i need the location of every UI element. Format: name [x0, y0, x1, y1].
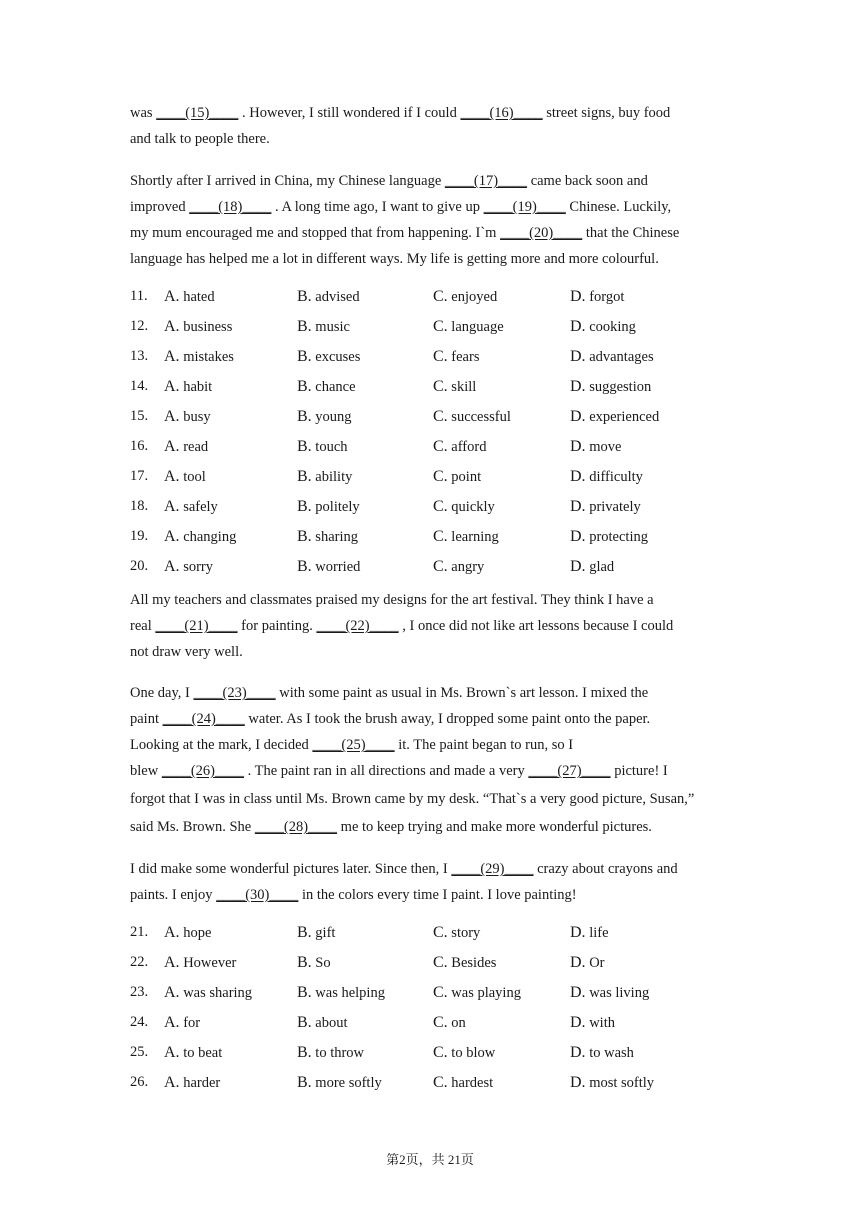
text: blew — [130, 763, 162, 779]
option-text: life — [589, 925, 609, 941]
option-a[interactable] — [164, 1014, 200, 1032]
passage-line: language has helped me a lot in different ways. My life is getting more and more colourful. — [130, 251, 659, 267]
text: for painting. — [237, 618, 317, 634]
option-b[interactable] — [297, 378, 356, 396]
option-a[interactable] — [164, 528, 236, 546]
passage-line — [130, 758, 750, 784]
blank-16: ____(16)____ — [460, 105, 543, 121]
option-d[interactable] — [570, 318, 636, 336]
option-text: glad — [589, 559, 615, 575]
option-text: safely — [183, 499, 218, 515]
question-number: 14. — [130, 378, 149, 394]
option-letter: A. — [164, 558, 180, 575]
blank-19: ____(19)____ — [483, 199, 566, 215]
text: improved — [130, 199, 190, 215]
option-letter: C. — [433, 1074, 448, 1091]
question-row — [130, 558, 750, 588]
option-c[interactable] — [433, 954, 496, 972]
option-b[interactable] — [297, 984, 385, 1002]
passage-line — [130, 168, 750, 194]
option-letter: B. — [297, 348, 312, 365]
options-list-2 — [130, 924, 750, 1104]
option-a[interactable] — [164, 924, 211, 942]
option-text: mistakes — [183, 349, 234, 365]
option-letter: A. — [164, 348, 180, 365]
option-text: angry — [451, 559, 485, 575]
option-letter: C. — [433, 924, 448, 941]
option-text: hated — [183, 289, 215, 305]
text: Looking at the mark, I decided — [130, 737, 313, 753]
option-letter: A. — [164, 288, 180, 305]
option-letter: C. — [433, 1044, 448, 1061]
option-text: advised — [315, 289, 360, 305]
blank-28: ____(28)____ — [254, 819, 338, 835]
option-a[interactable] — [164, 288, 215, 306]
option-text: read — [183, 439, 209, 455]
option-letter: A. — [164, 1014, 180, 1031]
option-d[interactable] — [570, 924, 609, 942]
option-letter: A. — [164, 984, 180, 1001]
passage-line — [130, 613, 750, 639]
option-letter: B. — [297, 288, 312, 305]
option-text: Besides — [451, 955, 497, 971]
option-letter: A. — [164, 378, 180, 395]
option-letter: D. — [570, 954, 586, 971]
option-d[interactable] — [570, 288, 624, 306]
option-letter: D. — [570, 924, 586, 941]
option-letter: C. — [433, 1014, 448, 1031]
blank-20: ____(20)____ — [500, 225, 583, 241]
option-text: busy — [183, 409, 211, 425]
option-d[interactable] — [570, 984, 649, 1002]
passage-1 — [130, 100, 750, 152]
question-number: 17. — [130, 468, 149, 484]
passage-line: forgot that I was in class until Ms. Brown came by my desk. “Thatˋs a very good picture, Susan,” — [130, 791, 695, 807]
option-a[interactable] — [164, 498, 218, 516]
option-text: fears — [451, 349, 480, 365]
option-letter: C. — [433, 378, 448, 395]
text: street signs, buy food — [542, 105, 671, 121]
blank-22: ____(22)____ — [316, 618, 399, 634]
text: said Ms. Brown. She — [130, 819, 255, 835]
option-text: move — [589, 439, 622, 455]
text: Shortly after I arrived in China, my Chinese language — [130, 173, 445, 189]
option-d[interactable] — [570, 408, 659, 426]
option-text: on — [451, 1015, 466, 1031]
option-text: with — [589, 1015, 615, 1031]
option-letter: B. — [297, 1044, 312, 1061]
question-row — [130, 1044, 750, 1074]
question-row — [130, 408, 750, 438]
question-row — [130, 1074, 750, 1104]
question-row — [130, 1014, 750, 1044]
passage-line — [130, 856, 750, 882]
option-letter: D. — [570, 1044, 586, 1061]
option-text: suggestion — [589, 379, 652, 395]
option-b[interactable] — [297, 498, 360, 516]
option-text: worried — [315, 559, 361, 575]
option-letter: C. — [433, 468, 448, 485]
text: it. The paint began to run, so I — [394, 737, 574, 753]
text: water. As I took the brush away, I dropped some paint onto the paper. — [244, 711, 651, 727]
passage-line: All my teachers and classmates praised my designs for the art festival. They think I have a — [130, 592, 654, 608]
option-b[interactable] — [297, 558, 360, 576]
option-letter: A. — [164, 408, 180, 425]
blank-29: ____(29)____ — [451, 861, 534, 877]
option-d[interactable] — [570, 1074, 654, 1092]
blank-21: ____(21)____ — [155, 618, 238, 634]
option-text: language — [451, 319, 504, 335]
blank-30: ____(30)____ — [216, 887, 299, 903]
question-number: 24. — [130, 1014, 149, 1030]
option-letter: D. — [570, 1074, 586, 1091]
option-letter: D. — [570, 288, 586, 305]
option-letter: A. — [164, 954, 180, 971]
option-letter: B. — [297, 408, 312, 425]
passage-2 — [130, 587, 750, 665]
option-c[interactable] — [433, 288, 497, 306]
option-letter: C. — [433, 408, 448, 425]
option-text: excuses — [315, 349, 361, 365]
blank-27: ____(27)____ — [528, 763, 611, 779]
option-text: about — [315, 1015, 348, 1031]
option-a[interactable] — [164, 984, 252, 1002]
option-text: skill — [451, 379, 477, 395]
option-c[interactable] — [433, 438, 486, 456]
option-letter: B. — [297, 318, 312, 335]
option-text: business — [183, 319, 233, 335]
option-c[interactable] — [433, 318, 504, 336]
text: paint — [130, 711, 163, 727]
option-letter: A. — [164, 528, 180, 545]
option-text: forgot — [589, 289, 625, 305]
option-text: successful — [451, 409, 511, 425]
option-text: was helping — [315, 985, 385, 1001]
option-b[interactable] — [297, 954, 331, 972]
option-letter: C. — [433, 498, 448, 515]
question-number: 13. — [130, 348, 149, 364]
option-d[interactable] — [570, 528, 648, 546]
question-number: 25. — [130, 1044, 149, 1060]
text: crazy about crayons and — [533, 861, 678, 877]
passage-line: not draw very well. — [130, 644, 243, 660]
option-letter: D. — [570, 528, 586, 545]
option-text: to blow — [451, 1045, 496, 1061]
text: paints. I enjoy — [130, 887, 217, 903]
option-text: privately — [589, 499, 641, 515]
option-text: to throw — [315, 1045, 365, 1061]
text: real — [130, 618, 156, 634]
page-footer: 第2页，共 21页 — [386, 1152, 474, 1167]
question-number: 16. — [130, 438, 149, 454]
option-letter: A. — [164, 318, 180, 335]
option-c[interactable] — [433, 1074, 493, 1092]
option-c[interactable] — [433, 348, 479, 366]
option-letter: B. — [297, 498, 312, 515]
options-list-1 — [130, 288, 750, 588]
blank-23: ____(23)____ — [193, 685, 276, 701]
option-text: chance — [315, 379, 356, 395]
passage-line: and talk to people there. — [130, 131, 270, 147]
option-letter: C. — [433, 318, 448, 335]
option-letter: B. — [297, 984, 312, 1001]
option-text: cooking — [589, 319, 636, 335]
text: in the colors every time I paint. I love painting! — [298, 887, 577, 903]
question-number: 21. — [130, 924, 149, 940]
text: I did make some wonderful pictures later. Since then, I — [130, 861, 452, 877]
option-text: for — [183, 1015, 201, 1031]
passage-line — [130, 882, 750, 908]
blank-18: ____(18)____ — [189, 199, 272, 215]
passage-line — [130, 220, 750, 246]
option-letter: B. — [297, 1014, 312, 1031]
text: came back soon and — [527, 173, 648, 189]
option-letter: B. — [297, 954, 312, 971]
option-a[interactable] — [164, 408, 211, 426]
blank-17: ____(17)____ — [444, 173, 528, 189]
option-text: to wash — [589, 1045, 634, 1061]
text: , I once did not like art lessons because I could — [398, 618, 674, 634]
option-text: young — [315, 409, 352, 425]
option-letter: B. — [297, 1074, 312, 1091]
option-a[interactable] — [164, 378, 212, 396]
text: me to keep trying and make more wonderful pictures. — [337, 819, 652, 835]
option-letter: D. — [570, 1014, 586, 1031]
option-text: learning — [451, 529, 499, 545]
option-letter: A. — [164, 468, 180, 485]
option-letter: B. — [297, 558, 312, 575]
question-row — [130, 528, 750, 558]
option-letter: C. — [433, 348, 448, 365]
option-c[interactable] — [433, 924, 480, 942]
text: my mum encouraged me and stopped that from happening. Iˋm — [130, 225, 501, 241]
option-d[interactable] — [570, 468, 643, 486]
option-d[interactable] — [570, 1014, 615, 1032]
option-c[interactable] — [433, 1044, 495, 1062]
option-text: gift — [315, 925, 336, 941]
question-number: 26. — [130, 1074, 149, 1090]
passage-line — [130, 706, 750, 732]
option-letter: A. — [164, 438, 180, 455]
option-b[interactable] — [297, 1044, 364, 1062]
text: One day, I — [130, 685, 194, 701]
option-a[interactable] — [164, 318, 232, 336]
option-c[interactable] — [433, 408, 511, 426]
question-row — [130, 498, 750, 528]
option-b[interactable] — [297, 348, 360, 366]
option-a[interactable] — [164, 1044, 222, 1062]
option-text: protecting — [589, 529, 648, 545]
option-b[interactable] — [297, 528, 358, 546]
option-text: tool — [183, 469, 206, 485]
option-text: experienced — [589, 409, 660, 425]
option-b[interactable] — [297, 924, 335, 942]
option-text: difficulty — [589, 469, 643, 485]
question-row — [130, 378, 750, 408]
option-d[interactable] — [570, 954, 605, 972]
option-b[interactable] — [297, 1074, 382, 1092]
option-text: Or — [589, 955, 605, 971]
option-text: However — [183, 955, 237, 971]
option-d[interactable] — [570, 1044, 634, 1062]
option-letter: C. — [433, 558, 448, 575]
question-number: 19. — [130, 528, 149, 544]
option-b[interactable] — [297, 1014, 348, 1032]
blank-26: ____(26)____ — [161, 763, 244, 779]
option-letter: B. — [297, 468, 312, 485]
option-letter: A. — [164, 1044, 180, 1061]
text: Chinese. Luckily, — [565, 199, 672, 215]
text: . However, I still wondered if I could — [238, 105, 461, 121]
passage-line — [130, 100, 750, 126]
option-text: hardest — [451, 1075, 494, 1091]
option-text: was playing — [451, 985, 521, 1001]
option-text: quickly — [451, 499, 495, 515]
option-letter: D. — [570, 984, 586, 1001]
option-a[interactable] — [164, 438, 208, 456]
option-c[interactable] — [433, 558, 484, 576]
option-letter: C. — [433, 528, 448, 545]
option-text: most softly — [589, 1075, 655, 1091]
option-letter: A. — [164, 498, 180, 515]
option-d[interactable] — [570, 378, 651, 396]
option-letter: D. — [570, 498, 586, 515]
text: was — [130, 105, 157, 121]
option-c[interactable] — [433, 1014, 466, 1032]
question-row — [130, 924, 750, 954]
option-c[interactable] — [433, 468, 481, 486]
blank-15: ____(15)____ — [156, 105, 239, 121]
option-letter: C. — [433, 288, 448, 305]
option-text: enjoyed — [451, 289, 498, 305]
option-letter: B. — [297, 438, 312, 455]
option-c[interactable] — [433, 498, 495, 516]
passage-2c — [130, 856, 750, 908]
option-letter: D. — [570, 468, 586, 485]
blank-25: ____(25)____ — [312, 737, 395, 753]
option-text: habit — [183, 379, 213, 395]
passage-line — [130, 732, 750, 758]
passage-line — [130, 814, 750, 840]
option-text: touch — [315, 439, 348, 455]
option-c[interactable] — [433, 528, 499, 546]
passage-line — [130, 194, 750, 220]
option-text: to beat — [183, 1045, 223, 1061]
option-letter: C. — [433, 438, 448, 455]
option-text: sharing — [315, 529, 358, 545]
option-b[interactable] — [297, 438, 348, 456]
question-row — [130, 438, 750, 468]
option-d[interactable] — [570, 498, 641, 516]
option-a[interactable] — [164, 1074, 220, 1092]
option-text: story — [451, 925, 481, 941]
option-c[interactable] — [433, 378, 476, 396]
text: . The paint ran in all directions and made a very — [243, 763, 529, 779]
option-b[interactable] — [297, 288, 360, 306]
option-text: music — [315, 319, 350, 335]
option-a[interactable] — [164, 558, 213, 576]
option-text: more softly — [315, 1075, 382, 1091]
option-letter: D. — [570, 348, 586, 365]
question-row — [130, 318, 750, 348]
option-text: hope — [183, 925, 212, 941]
option-letter: D. — [570, 378, 586, 395]
option-letter: B. — [297, 528, 312, 545]
option-text: harder — [183, 1075, 221, 1091]
question-number: 23. — [130, 984, 149, 1000]
option-d[interactable] — [570, 348, 654, 366]
option-text: advantages — [589, 349, 654, 365]
option-a[interactable] — [164, 954, 236, 972]
question-number: 22. — [130, 954, 149, 970]
option-letter: B. — [297, 378, 312, 395]
question-row — [130, 984, 750, 1014]
question-number: 12. — [130, 318, 149, 334]
option-b[interactable] — [297, 318, 350, 336]
option-text: was living — [589, 985, 650, 1001]
option-text: politely — [315, 499, 360, 515]
text: that the Chinese — [582, 225, 680, 241]
option-text: So — [315, 955, 331, 971]
option-letter: D. — [570, 318, 586, 335]
option-letter: D. — [570, 408, 586, 425]
option-text: changing — [183, 529, 237, 545]
option-letter: A. — [164, 924, 180, 941]
question-row — [130, 468, 750, 498]
option-text: afford — [451, 439, 487, 455]
option-c[interactable] — [433, 984, 521, 1002]
question-row — [130, 954, 750, 984]
option-d[interactable] — [570, 558, 614, 576]
option-letter: C. — [433, 954, 448, 971]
option-text: was sharing — [183, 985, 253, 1001]
option-b[interactable] — [297, 468, 352, 486]
option-a[interactable] — [164, 348, 234, 366]
passage-line — [130, 680, 750, 706]
question-number: 18. — [130, 498, 149, 514]
option-d[interactable] — [570, 438, 621, 456]
option-text: ability — [315, 469, 353, 485]
passage-2b — [130, 680, 750, 840]
passage-1b — [130, 168, 750, 272]
question-number: 11. — [130, 288, 148, 304]
question-row — [130, 288, 750, 318]
option-a[interactable] — [164, 468, 206, 486]
text: . A long time ago, I want to give up — [271, 199, 484, 215]
question-number: 20. — [130, 558, 149, 574]
question-row — [130, 348, 750, 378]
option-letter: D. — [570, 558, 586, 575]
option-letter: D. — [570, 438, 586, 455]
option-letter: C. — [433, 984, 448, 1001]
text: with some paint as usual in Ms. Brownˋs art lesson. I mixed the — [275, 685, 649, 701]
option-text: sorry — [183, 559, 213, 575]
question-number: 15. — [130, 408, 149, 424]
option-b[interactable] — [297, 408, 352, 426]
blank-24: ____(24)____ — [162, 711, 245, 727]
text: picture! I — [610, 763, 668, 779]
option-letter: B. — [297, 924, 312, 941]
option-text: point — [451, 469, 482, 485]
option-letter: A. — [164, 1074, 180, 1091]
